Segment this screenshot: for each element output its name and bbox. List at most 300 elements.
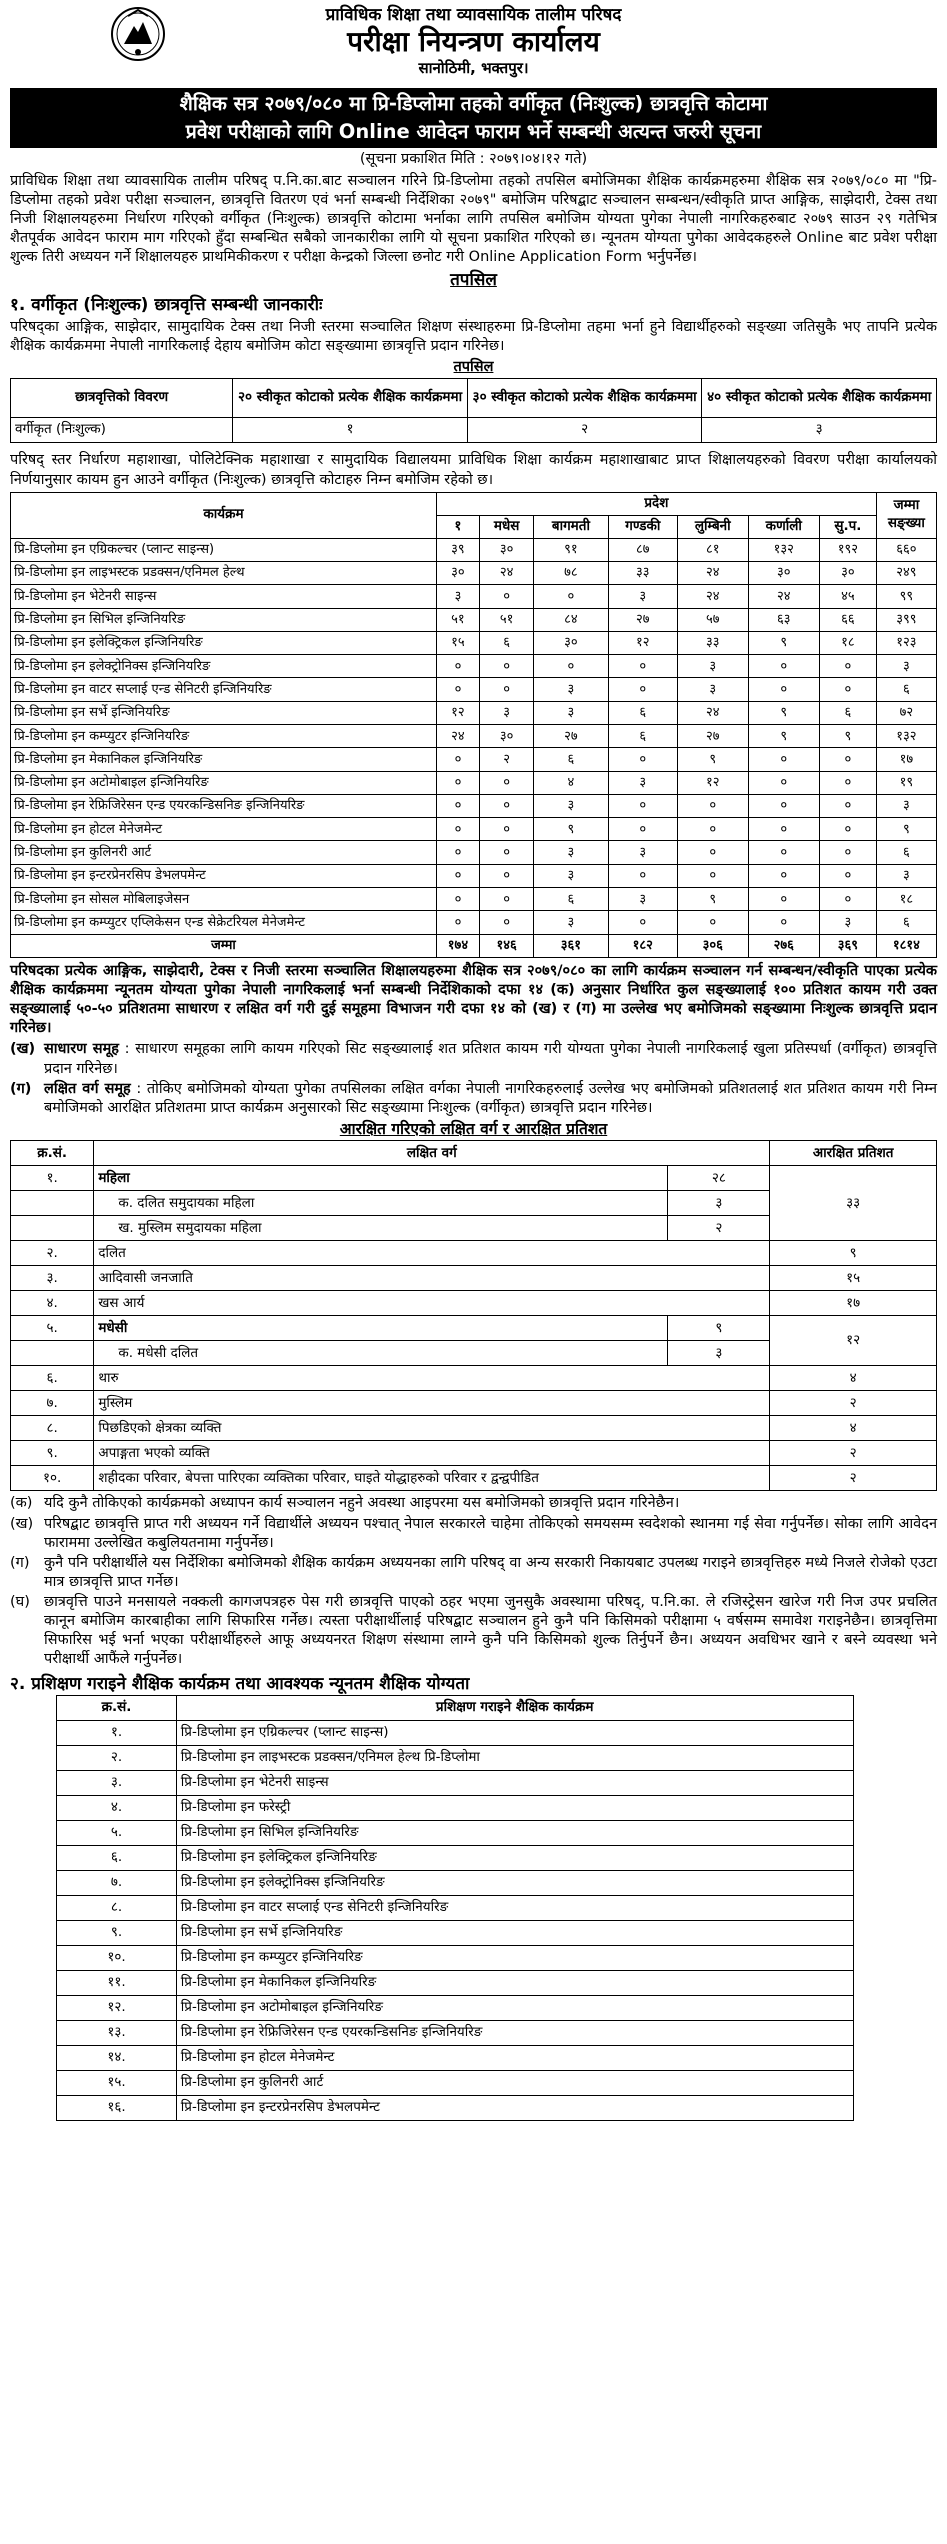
- table-cell: ९.: [11, 1441, 94, 1466]
- table-cell: दलित: [94, 1241, 770, 1266]
- table-cell: ६.: [57, 1845, 176, 1870]
- table-cell: ३०: [534, 631, 608, 654]
- table-header-row: [11, 379, 937, 418]
- table-cell: ०: [436, 771, 479, 794]
- table-cell: ०: [479, 585, 533, 608]
- table-cell: प्रि-डिप्लोमा इन भेटेनरी साइन्स: [11, 585, 437, 608]
- table-cell: ०: [436, 841, 479, 864]
- table-cell: खस आर्य: [94, 1291, 770, 1316]
- table-cell: ८.: [57, 1895, 176, 1920]
- table-row: [11, 585, 937, 608]
- table-cell: ३: [608, 841, 678, 864]
- table-cell: ०: [436, 678, 479, 701]
- table-cell: शहीदका परिवार, बेपत्ता पारिएका व्यक्तिका परिवार, घाइते योद्धाहरुको परिवार र द्वन्द्वपीडित: [94, 1466, 770, 1491]
- table-cell: १५: [770, 1266, 937, 1291]
- table-cell: १७: [876, 748, 936, 771]
- province-header-cell: लुम्बिनी: [678, 515, 749, 538]
- table-cell: २८: [668, 1166, 770, 1191]
- total-row: [11, 934, 937, 957]
- table-cell: ७.: [57, 1870, 176, 1895]
- table-cell: ३: [534, 678, 608, 701]
- province-header-cell: मधेस: [479, 515, 533, 538]
- table-cell: ०: [819, 794, 876, 817]
- table-row: [11, 911, 937, 934]
- table-cell: ३: [534, 794, 608, 817]
- table-cell: ०: [479, 888, 533, 911]
- table-cell: अपाङ्गता भएको व्यक्ति: [94, 1441, 770, 1466]
- table-cell: ४.: [57, 1795, 176, 1820]
- table-cell: ३: [608, 585, 678, 608]
- table-cell: ३: [678, 655, 749, 678]
- table-cell: ७.: [11, 1391, 94, 1416]
- table-cell: प्रि-डिप्लोमा इन इलेक्ट्रोनिक्स इन्जिनियरिङ: [11, 655, 437, 678]
- table-cell: ०: [479, 678, 533, 701]
- table-cell: ०: [819, 678, 876, 701]
- table-cell: ६: [876, 678, 936, 701]
- table-cell: १४.: [57, 2045, 176, 2070]
- table-cell: प्रि-डिप्लोमा इन इन्टरप्रेनरसिप डेभलपमेन्ट: [11, 864, 437, 887]
- table-cell: १.: [11, 1166, 94, 1191]
- table-cell: प्रि-डिप्लोमा इन वाटर सप्लाई एन्ड सेनिटरी इन्जिनियरिङ: [176, 1895, 853, 1920]
- table-cell: ९: [748, 631, 819, 654]
- table-cell: २.: [57, 1745, 176, 1770]
- training-program-rows: [57, 1720, 853, 2120]
- table-cell: ३०: [819, 561, 876, 584]
- table-cell: ५१: [479, 608, 533, 631]
- table-cell: ९: [876, 818, 936, 841]
- table-cell: २: [467, 418, 702, 443]
- table-cell: ३०: [479, 725, 533, 748]
- table-row: [11, 794, 937, 817]
- province-header-cell: सु.प.: [819, 515, 876, 538]
- table-cell: [11, 1216, 94, 1241]
- table-cell: ३०: [436, 561, 479, 584]
- table-cell: ६: [534, 748, 608, 771]
- program-quota-table: [10, 492, 937, 958]
- table-cell: १८: [819, 631, 876, 654]
- table-cell: १२३: [876, 631, 936, 654]
- table-cell: ६: [534, 888, 608, 911]
- header-cell: ४० स्वीकृत कोटाको प्रत्येक शैक्षिक कार्यक्रममा: [702, 379, 937, 418]
- table-row: [57, 1770, 853, 1795]
- table-cell: ३: [534, 911, 608, 934]
- table-cell: १.: [57, 1720, 176, 1745]
- header-cell: कार्यक्रम: [11, 492, 437, 538]
- table-header-row: [57, 1695, 853, 1720]
- table-cell: ७२: [876, 701, 936, 724]
- table-cell: ९: [819, 725, 876, 748]
- table-cell: ०: [479, 841, 533, 864]
- table-row: [57, 1970, 853, 1995]
- table-row: [11, 538, 937, 561]
- total-cell: १४६: [479, 934, 533, 957]
- table-cell: ४.: [11, 1291, 94, 1316]
- table-cell: १२: [436, 701, 479, 724]
- table-cell: ४: [770, 1366, 937, 1391]
- table-cell: ३.: [57, 1770, 176, 1795]
- table-cell: ३: [534, 701, 608, 724]
- table-cell: १९२: [819, 538, 876, 561]
- table-cell: ९९: [876, 585, 936, 608]
- table-cell: १०.: [57, 1945, 176, 1970]
- table-row: [57, 1845, 853, 1870]
- table-cell: ६: [819, 701, 876, 724]
- total-cell: ३०६: [678, 934, 749, 957]
- table-cell: ३९९: [876, 608, 936, 631]
- table-cell: ०: [819, 818, 876, 841]
- table-cell: ६: [876, 911, 936, 934]
- table-cell: ३: [876, 864, 936, 887]
- table-cell: २७: [608, 608, 678, 631]
- note-text: कुनै पनि परीक्षार्थीले यस निर्देशिका बमोजिमको शैक्षिक कार्यक्रम अध्ययनका लागि परिषद् वा अन्य सरकारी निकायबाट उपलब्ध गराइने छात्रवृत्तिहरु मध्ये निजले रोजेको एउटा मात्र छात्रवृत्ति प्राप्त गर्नेछ।: [44, 1554, 937, 1590]
- table-cell: ३: [608, 888, 678, 911]
- table-row: [11, 1416, 937, 1441]
- table-cell: प्रि-डिप्लोमा इन लाइभस्टक प्रडक्सन/एनिमल हेल्थ: [11, 561, 437, 584]
- table-cell: ६६०: [876, 538, 936, 561]
- table-cell: १९: [876, 771, 936, 794]
- table-cell: ०: [678, 818, 749, 841]
- table-cell: ०: [608, 748, 678, 771]
- province-header-cell: १: [436, 515, 479, 538]
- table-cell: २: [668, 1216, 770, 1241]
- note-item: [10, 1494, 937, 1513]
- table-cell: प्रि-डिप्लोमा इन रेफ्रिजिरेसन एन्ड एयरकन्डिसनिङ इन्जिनियरिङ: [176, 2020, 853, 2045]
- table-cell: १३२: [748, 538, 819, 561]
- table-cell: ०: [748, 771, 819, 794]
- table-cell: ०: [608, 818, 678, 841]
- header-cell: ३० स्वीकृत कोटाको प्रत्येक शैक्षिक कार्यक्रममा: [467, 379, 702, 418]
- note-key: (ग): [10, 1080, 32, 1097]
- section-1-paragraph-3: [10, 962, 937, 1039]
- council-name: प्राविधिक शिक्षा तथा व्यावसायिक तालीम परिषद: [325, 5, 622, 25]
- table-row: [11, 818, 937, 841]
- total-cell: १८२: [608, 934, 678, 957]
- table-cell: २४: [479, 561, 533, 584]
- table-cell: १३.: [57, 2020, 176, 2045]
- table-cell: १३२: [876, 725, 936, 748]
- table-cell: प्रि-डिप्लोमा इन सर्भे इन्जिनियरिङ: [11, 701, 437, 724]
- table-cell: मुस्लिम: [94, 1391, 770, 1416]
- table-row: [11, 1266, 937, 1291]
- table-row: [57, 2095, 853, 2120]
- header-cell: लक्षित वर्ग: [94, 1141, 770, 1166]
- table-cell: २४: [436, 725, 479, 748]
- table-row: [57, 1895, 853, 1920]
- table-cell: ७८: [534, 561, 608, 584]
- note-key: (ग): [10, 1554, 30, 1571]
- table-row: [11, 1291, 937, 1316]
- office-address: सानोठिमी, भक्तपुर।: [418, 58, 529, 77]
- table-cell: ३: [436, 585, 479, 608]
- table-cell: ३: [534, 841, 608, 864]
- table-cell: ०: [436, 818, 479, 841]
- table-cell: २४: [748, 585, 819, 608]
- table-1-title: तपसिल: [453, 359, 494, 376]
- table-cell: ०: [748, 911, 819, 934]
- table-cell: ५.: [57, 1820, 176, 1845]
- table-cell: ०: [748, 678, 819, 701]
- table-cell: ०: [436, 655, 479, 678]
- table-cell: ३: [819, 911, 876, 934]
- table-cell: २४: [678, 561, 749, 584]
- table-cell: १२: [608, 631, 678, 654]
- table-cell: ०: [608, 655, 678, 678]
- table-cell: ०: [436, 888, 479, 911]
- total-cell: ३६१: [534, 934, 608, 957]
- table-cell: १२.: [57, 1995, 176, 2020]
- table-row: [57, 1870, 853, 1895]
- table-cell: ०: [819, 748, 876, 771]
- table-cell: २: [479, 748, 533, 771]
- note-item: [10, 1515, 937, 1553]
- table-cell: ०: [748, 794, 819, 817]
- table-cell: ९: [748, 701, 819, 724]
- table-cell: ४: [534, 771, 608, 794]
- table-cell: ०: [479, 864, 533, 887]
- table-cell: ०: [819, 655, 876, 678]
- table-cell: ९: [678, 888, 749, 911]
- note-item: [10, 1554, 937, 1592]
- table-cell: प्रि-डिप्लोमा इन कुलिनरी आर्ट: [11, 841, 437, 864]
- table-cell: प्रि-डिप्लोमा इन इलेक्ट्रिकल इन्जिनियरिङ: [11, 631, 437, 654]
- table-cell: ६: [479, 631, 533, 654]
- table-cell: १: [233, 418, 468, 443]
- table-cell: ०: [748, 841, 819, 864]
- table-row: [11, 418, 937, 443]
- province-header-cell: गण्डकी: [608, 515, 678, 538]
- table-cell: ३: [702, 418, 937, 443]
- table-cell: ८४: [534, 608, 608, 631]
- total-cell: १७४: [436, 934, 479, 957]
- table-row: [11, 1441, 937, 1466]
- table-row: [11, 1166, 937, 1191]
- table-cell: ३.: [11, 1266, 94, 1291]
- table-cell: ३९: [436, 538, 479, 561]
- table-cell: प्रि-डिप्लोमा इन अटोमोबाइल इन्जिनियरिङ: [11, 771, 437, 794]
- header-cell: क्र.सं.: [57, 1695, 176, 1720]
- table-row: [11, 1466, 937, 1491]
- table-cell: ९: [770, 1241, 937, 1266]
- table-cell: [11, 1341, 94, 1366]
- table-cell: प्रि-डिप्लोमा इन अटोमोबाइल इन्जिनियरिङ: [176, 1995, 853, 2020]
- table-cell: ३: [534, 864, 608, 887]
- header-cell: छात्रवृत्तिको विवरण: [11, 379, 233, 418]
- table-cell: प्रि-डिप्लोमा इन रेफ्रिजिरेसन एन्ड एयरकन्डिसनिङ इन्जिनियरिङ: [11, 794, 437, 817]
- table-cell: ६: [608, 701, 678, 724]
- table-cell: ०: [678, 911, 749, 934]
- table-cell: ०: [748, 888, 819, 911]
- table-row: [11, 888, 937, 911]
- table-row: [11, 631, 937, 654]
- total-cell: १८१४: [876, 934, 936, 957]
- table-cell: १५.: [57, 2070, 176, 2095]
- section-1-paragraph-2: परिषद् स्तर निर्धारण महाशाखा, पोलिटेक्निक महाशाखा र सामुदायिक विद्यालयमा प्राविधिक शिक्षा कार्यक्रम महाशाखाबाट प्राप्त शिक्षालयहरुको विवरण परीक्षा कार्यालयको निर्णयानुसार कायम हुन आउने वर्गीकृत (निःशुल्क) छात्रवृत्ति कोटाहरु निम्न बमोजिम रहेको छ।: [10, 452, 937, 488]
- table-cell: ११.: [57, 1970, 176, 1995]
- table-cell: प्रि-डिप्लोमा इन कम्प्युटर एप्लिकेसन एन्ड सेक्रेटरियल मेनेजमेन्ट: [11, 911, 437, 934]
- section-1-paragraph: परिषद्का आङ्गिक, साझेदार, सामुदायिक टेक्स तथा निजी स्तरमा सञ्चालित शिक्षण संस्थाहरुमा प्रि-डिप्लोमा तहमा भर्ना हुने विद्यार्थीहरुको सङ्ख्या जतिसुकै भए तापनि प्रत्येक शैक्षिक कार्यक्रममा नेपाली नागरिकलाई देहाय बमोजिम कोटा सङ्ख्यामा छात्रवृत्ति प्रदान गरिनेछ।: [10, 319, 937, 355]
- table-cell: प्रि-डिप्लोमा इन लाइभस्टक प्रडक्सन/एनिमल हेल्थ प्रि-डिप्लोमा: [176, 1745, 853, 1770]
- table-cell: ०: [436, 794, 479, 817]
- table-cell: वर्गीकृत (निःशुल्क): [11, 418, 233, 443]
- table-cell: ३३: [678, 631, 749, 654]
- table-cell: ०: [608, 678, 678, 701]
- quota-table: [10, 378, 937, 443]
- table-row: [57, 2070, 853, 2095]
- table-cell: ०: [678, 794, 749, 817]
- table-cell: ०: [608, 864, 678, 887]
- header-cell: प्रशिक्षण गराइने शैक्षिक कार्यक्रम: [176, 1695, 853, 1720]
- table-cell: ०: [819, 888, 876, 911]
- reservation-table: [10, 1140, 937, 1491]
- table-row: [11, 748, 937, 771]
- banner-line-1: शैक्षिक सत्र २०७९/०८० मा प्रि-डिप्लोमा तहको वर्गीकृत (निःशुल्क) छात्रवृत्ति कोटामा: [179, 92, 768, 115]
- table-cell: ०: [534, 585, 608, 608]
- table-row: [11, 771, 937, 794]
- table-cell: मधेसी: [94, 1316, 668, 1341]
- table-cell: क. दलित समुदायका महिला: [94, 1191, 668, 1216]
- table-row: [57, 1820, 853, 1845]
- table-cell: आदिवासी जनजाति: [94, 1266, 770, 1291]
- program-rows: [11, 538, 937, 934]
- notice-header: [10, 0, 937, 88]
- table-cell: ०: [748, 818, 819, 841]
- header-cell: क्र.सं.: [11, 1141, 94, 1166]
- note-lead: साधारण समूह: [44, 1041, 119, 1058]
- table-row: [57, 2020, 853, 2045]
- table-cell: प्रि-डिप्लोमा इन कुलिनरी आर्ट: [176, 2070, 853, 2095]
- nepal-emblem-icon: [110, 4, 166, 64]
- table-row: [11, 864, 937, 887]
- total-cell: २७६: [748, 934, 819, 957]
- total-cell: जम्मा: [11, 934, 437, 957]
- table-cell: १०.: [11, 1466, 94, 1491]
- tapasil-heading: तपसिल: [450, 270, 497, 291]
- table-cell: ९: [534, 818, 608, 841]
- table-cell: ३: [876, 794, 936, 817]
- table-cell: प्रि-डिप्लोमा इन वाटर सप्लाई एन्ड सेनिटरी इन्जिनियरिङ: [11, 678, 437, 701]
- section-1-heading: १. वर्गीकृत (निःशुल्क) छात्रवृत्ति सम्बन्धी जानकारीः: [10, 294, 323, 315]
- table-cell: ३०: [479, 538, 533, 561]
- table-row: [11, 561, 937, 584]
- table-cell: प्रि-डिप्लोमा इन होटल मेनेजमेन्ट: [176, 2045, 853, 2070]
- table-cell: प्रि-डिप्लोमा इन सिभिल इन्जिनियरिङ: [176, 1820, 853, 1845]
- table-cell: प्रि-डिप्लोमा इन मेकानिकल इन्जिनियरिङ: [11, 748, 437, 771]
- table-row: [11, 1316, 937, 1341]
- table-cell: ०: [819, 771, 876, 794]
- training-program-table: [56, 1695, 853, 2121]
- table-cell: ६: [608, 725, 678, 748]
- table-cell: प्रि-डिप्लोमा इन भेटेनरी साइन्स: [176, 1770, 853, 1795]
- notes-list: [10, 1494, 937, 1669]
- table-cell: २७: [678, 725, 749, 748]
- table-cell: ६.: [11, 1366, 94, 1391]
- table-cell: ३: [668, 1341, 770, 1366]
- table-cell: २४: [678, 585, 749, 608]
- header-cell: प्रदेश: [436, 492, 876, 515]
- table-cell: ०: [678, 841, 749, 864]
- table-row: [11, 678, 937, 701]
- table-cell: ०: [748, 864, 819, 887]
- table-row: [11, 725, 937, 748]
- table-cell: प्रि-डिप्लोमा इन इलेक्ट्रोनिक्स इन्जिनियरिङ: [176, 1870, 853, 1895]
- table-cell: २७: [534, 725, 608, 748]
- note-kha: [10, 1040, 937, 1078]
- province-header-cell: बागमती: [534, 515, 608, 538]
- table-3-title: आरक्षित गरिएको लक्षित वर्ग र आरक्षित प्रतिशत: [339, 1119, 608, 1138]
- table-row: [57, 1720, 853, 1745]
- table-cell: ०: [819, 864, 876, 887]
- table-cell: ५.: [11, 1316, 94, 1341]
- table-cell: ०: [436, 911, 479, 934]
- table-cell: ९१: [534, 538, 608, 561]
- table-row: [57, 1795, 853, 1820]
- header-cell: २० स्वीकृत कोटाको प्रत्येक शैक्षिक कार्यक्रममा: [233, 379, 468, 418]
- note-text: यदि कुनै तोकिएको कार्यक्रमको अध्यापन कार्य सञ्चालन नहुने अवस्था आइपरमा यस बमोजिमको छात्रवृत्ति प्रदान गरिनेछैन।: [44, 1495, 680, 1512]
- table-row: [57, 2045, 853, 2070]
- total-cell: ३६९: [819, 934, 876, 957]
- note-item: [10, 1593, 937, 1670]
- table-cell: महिला: [94, 1166, 668, 1191]
- table-cell: ०: [479, 818, 533, 841]
- table-cell: प्रि-डिप्लोमा इन कम्प्युटर इन्जिनियरिङ: [11, 725, 437, 748]
- table-cell: २: [770, 1466, 937, 1491]
- table-cell: ९: [668, 1316, 770, 1341]
- table-cell: १६.: [57, 2095, 176, 2120]
- table-cell: ३: [876, 655, 936, 678]
- table-cell: ३०: [748, 561, 819, 584]
- table-cell: १७: [770, 1291, 937, 1316]
- table-cell: प्रि-डिप्लोमा इन कम्प्युटर इन्जिनियरिङ: [176, 1945, 853, 1970]
- table-cell: पिछडिएको क्षेत्रका व्यक्ति: [94, 1416, 770, 1441]
- table-cell: १२: [678, 771, 749, 794]
- table-cell: ०: [479, 794, 533, 817]
- paragraph-text: परिषदका प्रत्येक आङ्गिक, साझेदारी, टेक्स र निजी स्तरमा सञ्चालित शिक्षालयहरुमा शैक्षिक सत्र २०७९/०८० का लागि कार्यक्रम सञ्चालन गर्न सम्बन्धन/स्वीकृति पाएका प्रत्येक शैक्षिक कार्यक्रममा न्यूनतम योग्यता पुगेका नेपाली नागरिकलाई भर्ना सम्बन्धी निर्देशिकाको दफा १४ (क) अनुसार निर्धारित कुल सङ्ख्यालाई १०० प्रतिशत कायम गरी उक्त सङ्ख्यालाई ५०-५० प्रतिशतमा साधारण र लक्षित वर्ग गरी दुई समूहमा विभाजन गरी दफा १४ को (ख) र (ग) मा उल्लेख भए बमोजिमको सङ्ख्यामा निःशुल्क छात्रवृत्ति प्रदान गरिनेछ।: [10, 962, 937, 1037]
- table-cell: ८७: [608, 538, 678, 561]
- banner-line-2: प्रवेश परीक्षाको लागि Online आवेदन फाराम भर्ने सम्बन्धी अत्यन्त जरुरी सूचना: [185, 119, 762, 143]
- reservation-rest-rows: [11, 1366, 937, 1491]
- table-cell: ५७: [678, 608, 749, 631]
- table-cell: प्रि-डिप्लोमा इन सर्भे इन्जिनियरिङ: [176, 1920, 853, 1945]
- table-row: [57, 1920, 853, 1945]
- table-cell: ०: [819, 841, 876, 864]
- header-cell: जम्मा सङ्ख्या: [876, 492, 936, 538]
- table-row: [11, 608, 937, 631]
- table-cell: प्रि-डिप्लोमा इन मेकानिकल इन्जिनियरिङ: [176, 1970, 853, 1995]
- note-text: छात्रवृत्ति पाउने मनसायले नक्कली कागजपत्रहरु पेस गरी छात्रवृत्ति पाएको ठहर भएमा जुनसुकै अवस्थामा परिषद्, प.नि.का. ले रजिस्ट्रेसन खारेज गरी निज उपर प्रचलित कानून बमोजिम कारबाहीका लागि सिफारिस गर्नेछ। त्यस्ता परीक्षार्थीलाई परिषद्बाट सञ्चालन हुने कुनै पनि किसिमको परीक्षामा ५ वर्षसम्म समावेश गराइनेछैन। छात्रवृत्तिमा सिफारिस भई भर्ना भएका परीक्षार्थीहरुले आफू अध्ययनरत शिक्षण संस्थामा लाग्ने कुनै पनि किसिमको शुल्क तिर्नुपर्ने छैन। अध्ययन अवधिभर खाने र बस्ने व्यवस्था भने परीक्षार्थी आफैंले गर्नुपर्नेछ।: [44, 1594, 937, 1668]
- table-cell: प्रि-डिप्लोमा इन सिभिल इन्जिनियरिङ: [11, 608, 437, 631]
- table-row: [11, 1241, 937, 1266]
- table-cell: ०: [608, 911, 678, 934]
- note-key: (घ): [10, 1594, 30, 1611]
- table-cell: प्रि-डिप्लोमा इन एग्रिकल्चर (प्लान्ट साइन्स): [11, 538, 437, 561]
- table-row: [57, 1745, 853, 1770]
- table-row: [57, 1945, 853, 1970]
- table-cell: ४: [770, 1416, 937, 1441]
- table-cell: २: [770, 1391, 937, 1416]
- table-cell: ०: [436, 748, 479, 771]
- publish-date: (सूचना प्रकाशित मिति : २०७९।०४।१२ गते): [359, 151, 588, 168]
- table-cell: क. मधेसी दलित: [94, 1341, 668, 1366]
- note-text: परिषद्बाट छात्रवृत्ति प्राप्त गरी अध्ययन गर्ने विद्यार्थीले अध्ययन पश्चात् नेपाल सरकारले चाहेमा तोकिएको समयसम्म स्वदेशको स्थानमा गई सेवा गर्नुपर्नेछ। सोका लागि आवेदन फाराममा उल्लेखित कबुलियतनामा गर्नुपर्नेछ।: [44, 1515, 937, 1551]
- table-cell: ०: [678, 864, 749, 887]
- table-cell: २४: [678, 701, 749, 724]
- table-cell: २४९: [876, 561, 936, 584]
- table-cell: प्रि-डिप्लोमा इन फरेस्ट्री: [176, 1795, 853, 1820]
- note-key: (क): [10, 1495, 33, 1512]
- table-cell: ६: [876, 841, 936, 864]
- table-row: [11, 701, 937, 724]
- table-cell: [11, 1191, 94, 1216]
